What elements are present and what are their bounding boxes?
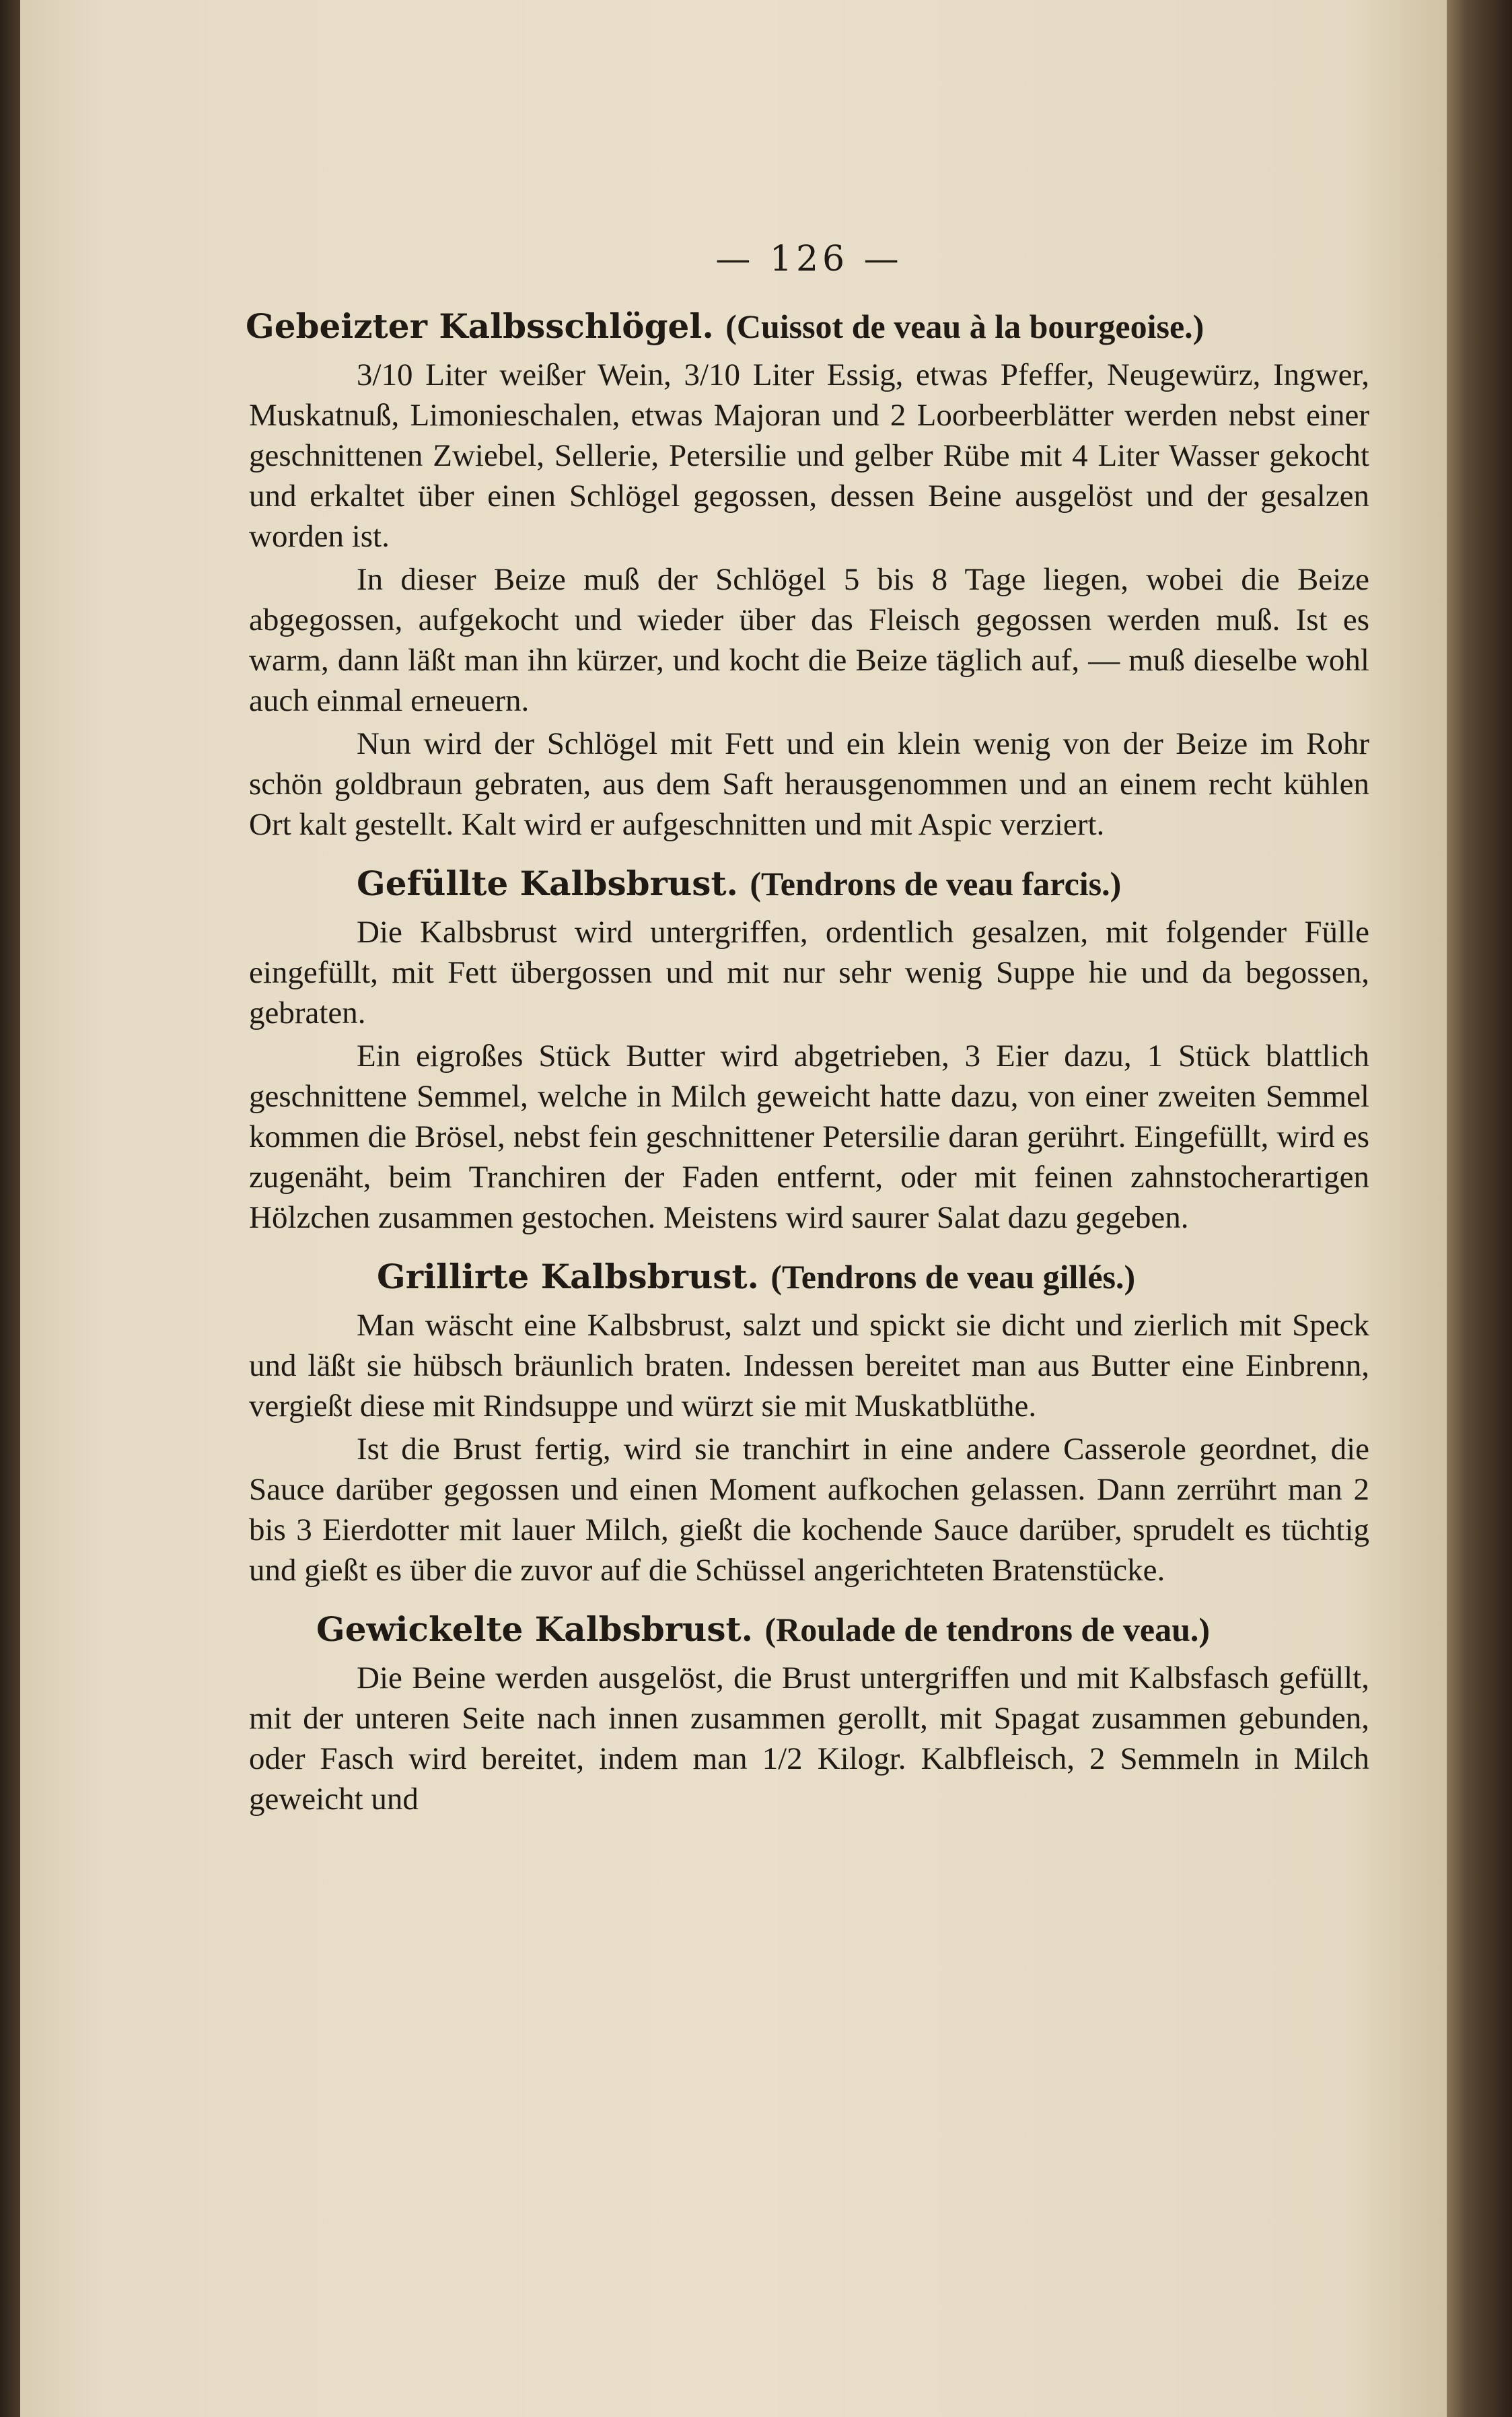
page-gutter-shadow: [0, 0, 20, 2417]
recipe-paragraph: In dieser Beize muß der Schlögel 5 bis 8 Tage liegen, wobei die Beize abgegossen, aufgekocht und wieder über das Fleisch gegossen werden muß. Ist es warm, dann läßt man ihn kürzer, und kocht die Beize täglich auf, — muß dieselbe wohl auch einmal erneuern.: [249, 562, 1369, 718]
recipe-section-4: [249, 1609, 1369, 1819]
recipe-paragraph: Ein eigroßes Stück Butter wird abgetrieben, 3 Eier dazu, 1 Stück blattlich geschnittene Semmel, welche in Milch geweicht hatte dazu, von einer zweiten Semmel kommen die Brösel, nebst fein geschnittener Petersilie daran gerührt. Eingefüllt, wird es zugenäht, beim Tranchiren der Faden entfernt, oder mit feinen zahnstocherartigen Hölzchen zusammen gestochen. Meistens wird saurer Salat dazu gegeben.: [249, 1039, 1369, 1235]
recipe-subtitle: (Roulade de tendrons de veau.): [764, 1611, 1211, 1648]
recipe-section-1: [246, 306, 1369, 845]
recipe-paragraph: Die Kalbsbrust wird untergriffen, ordentlich gesalzen, mit folgender Fülle eingefüllt, mit Fett übergossen und mit nur sehr wenig Suppe hie und da begossen, gebraten.: [249, 915, 1369, 1030]
recipe-paragraph: Nun wird der Schlögel mit Fett und ein klein wenig von der Beize im Rohr schön goldbraun gebraten, aus dem Saft herausgenommen und an einem recht kühlen Ort kalt gestellt. Kalt wird er aufgeschnitten und mit Aspic verziert.: [249, 726, 1369, 842]
recipe-title: Gefüllte Kalbsbrust.: [357, 864, 738, 903]
recipe-subtitle: (Cuissot de veau à la bourgeoise.): [725, 308, 1204, 345]
recipe-paragraph: 3/10 Liter weißer Wein, 3/10 Liter Essig, etwas Pfeffer, Neugewürz, Ingwer, Muskatnuß, Limonieschalen, etwas Majoran und 2 Loorbeerblätter werden nebst einer geschnittenen Zwiebel, Sellerie, Petersilie und gelber Rübe mit 4 Liter Wasser gekocht und erkaltet über einen Schlögel gegossen, dessen Beine ausgelöst und der gesalzen worden ist.: [249, 357, 1369, 554]
recipe-paragraph: Ist die Brust fertig, wird sie tranchirt in eine andere Casserole geordnet, die Sauce darüber gegossen und einen Moment aufkochen gelassen. Dann zerrührt man 2 bis 3 Eierdotter mit lauer Milch, gießt die kochende Sauce darüber, sprudelt es tüchtig und gießt es über die zuvor auf die Schüssel angerichteten Bratenstücke.: [249, 1432, 1369, 1588]
recipe-section-2: [249, 864, 1369, 1238]
recipe-heading: [246, 306, 1369, 347]
recipe-subtitle: (Tendrons de veau gillés.): [770, 1258, 1136, 1296]
recipe-subtitle: (Tendrons de veau farcis.): [750, 865, 1122, 903]
recipe-paragraph: Die Beine werden ausgelöst, die Brust untergriffen und mit Kalbsfasch gefüllt, mit der unteren Seite nach innen zusammen gerollt, mit Spagat zusammen gebunden, oder Fasch wird bereitet, indem man 1/2 Kilogr. Kalbfleisch, 2 Semmeln in Milch geweicht und: [249, 1660, 1369, 1817]
page-content: [246, 222, 1369, 1822]
recipe-title: Gebeizter Kalbsschlögel.: [246, 306, 714, 346]
recipe-title: Grillirte Kalbsbrust.: [377, 1257, 759, 1296]
page-edge-binding: [1447, 0, 1512, 2417]
recipe-heading: [316, 1609, 1369, 1650]
recipe-section-3: [249, 1257, 1369, 1590]
recipe-heading: [377, 1257, 1369, 1297]
page-number: — 126 —: [715, 239, 903, 279]
recipe-title: Gewickelte Kalbsbrust.: [316, 1609, 754, 1649]
recipe-paragraph: Man wäscht eine Kalbsbrust, salzt und spickt sie dicht und zierlich mit Speck und läßt sie hübsch bräunlich braten. Indessen bereitet man aus Butter eine Einbrenn, vergießt diese mit Rindsuppe und würzt sie mit Muskatblüthe.: [249, 1308, 1369, 1424]
recipe-heading: [357, 864, 1369, 904]
